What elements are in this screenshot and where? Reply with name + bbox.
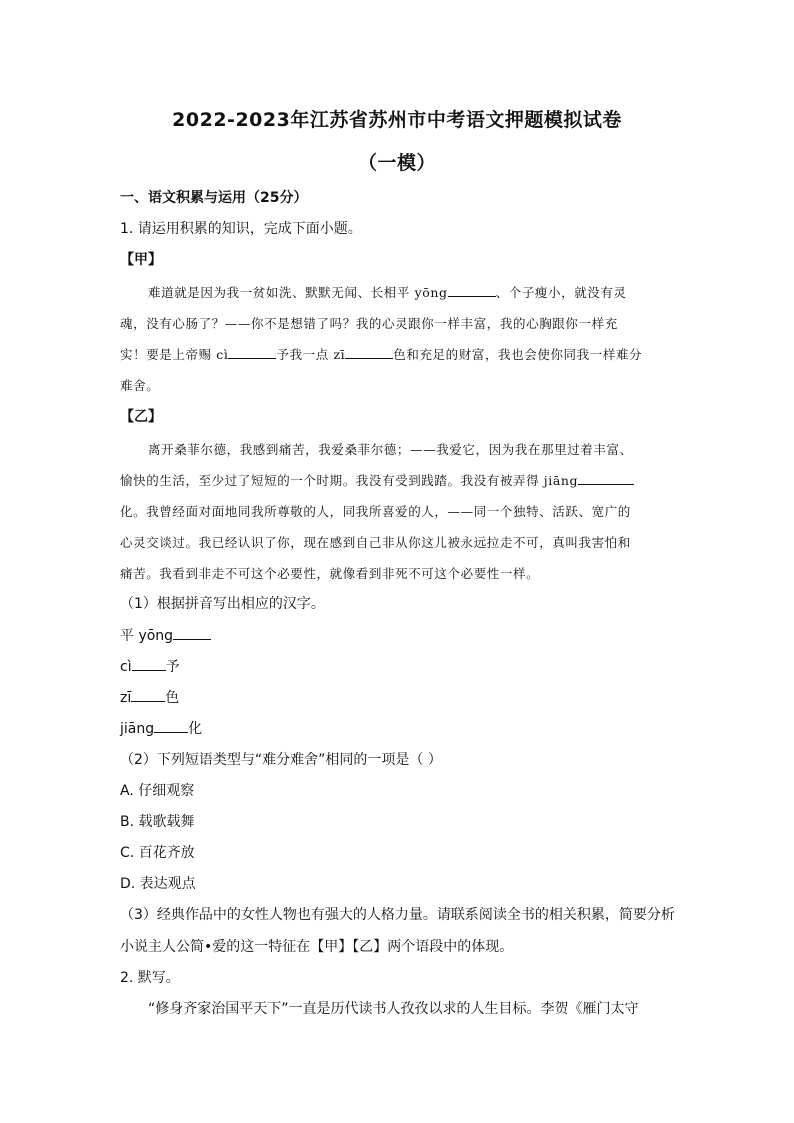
passage-jia-label: 【甲】: [120, 252, 162, 268]
pinyin-text: 予: [165, 659, 180, 675]
pinyin-item: [120, 718, 202, 738]
passage-text: 色和充足的财富，我也会使你同我一样难分: [393, 347, 643, 362]
exam-title: 2022-2023年江苏省苏州市中考语文押题模拟试卷: [172, 109, 622, 131]
passage-jia-line: [148, 283, 627, 301]
subquestion-3-line: 小说主人公简•爱的这一特征在【甲】【乙】两个语段中的体现。: [120, 939, 514, 955]
passage-text: 、个子瘦小，就没有灵: [495, 285, 627, 300]
passage-jia-line: [120, 345, 642, 363]
passage-text: 予我一点 zī: [276, 347, 346, 362]
choice-option-b: B. 载歌载舞: [120, 814, 195, 830]
answer-blank: [173, 627, 211, 640]
passage-text: 愉快的生活，至少过了短短的一个时期。我没有受到践踏。我没有被弄得 jiāng: [120, 473, 579, 488]
question-1-prompt: 1. 请运用积累的知识，完成下面小题。: [120, 221, 362, 237]
pinyin-text: jiāng: [120, 721, 155, 737]
subquestion-3-line: （3）经典作品中的女性人物也有强大的人格力量。请联系阅读全书的相关积累，简要分析: [120, 907, 675, 923]
answer-blank: [448, 284, 496, 297]
pinyin-text: cì: [120, 659, 132, 675]
passage-jia-line: 难舍。: [120, 378, 160, 393]
pinyin-text: zī: [120, 690, 132, 706]
pinyin-text: 平 yōng: [120, 628, 174, 644]
passage-yi-line: 心灵交谈过。我已经认识了你，现在感到自己非从你这儿被永远拉走不可，真叫我害怕和: [120, 535, 631, 550]
exam-subtitle: （一模）: [357, 152, 436, 174]
pinyin-item: [120, 687, 179, 707]
choice-option-c: C. 百花齐放: [120, 845, 195, 861]
passage-text: 实！要是上帝赐 cì: [120, 347, 229, 362]
answer-blank: [578, 472, 634, 485]
answer-blank: [345, 346, 393, 359]
passage-jia-line: 魂，没有心肠了？——你不是想错了吗？我的心灵跟你一样丰富，我的心胸跟你一样充: [120, 316, 618, 331]
pinyin-text: 化: [188, 721, 203, 737]
question-2-line: “修身齐家治国平天下”一直是历代读书人孜孜以求的人生目标。李贺《雁门太守: [148, 1001, 639, 1017]
answer-blank: [132, 658, 166, 671]
passage-yi-line: [120, 471, 634, 489]
pinyin-item: [120, 656, 180, 676]
question-2-prompt: 2. 默写。: [120, 970, 180, 986]
passage-yi-line: 痛苦。我看到非走不可这个必要性，就像看到非死不可这个必要性一样。: [120, 566, 540, 581]
answer-blank: [154, 720, 188, 733]
passage-yi-line: 化。我曾经面对面地同我所尊敬的人，同我所喜爱的人，——同一个独特、活跃、宽广的: [120, 504, 631, 519]
section-heading: 一、语文积累与运用（25分）: [120, 190, 308, 206]
subquestion-2-prompt: （2）下列短语类型与“难分难舍”相同的一项是（ ）: [120, 752, 442, 768]
pinyin-item: [120, 625, 211, 645]
choice-option-a: A. 仔细观察: [120, 783, 195, 799]
passage-yi-line: 离开桑菲尔德，我感到痛苦，我爱桑菲尔德；——我爱它，因为我在那里过着丰富、: [148, 442, 633, 457]
answer-blank: [228, 346, 276, 359]
answer-blank: [131, 689, 165, 702]
passage-yi-label: 【乙】: [120, 409, 162, 425]
choice-option-d: D. 表达观点: [120, 876, 196, 892]
passage-text: 难道就是因为我一贫如洗、默默无闻、长相平 yōng: [148, 285, 448, 300]
pinyin-text: 色: [165, 690, 180, 706]
subquestion-1-prompt: （1）根据拼音写出相应的汉字。: [120, 596, 325, 612]
